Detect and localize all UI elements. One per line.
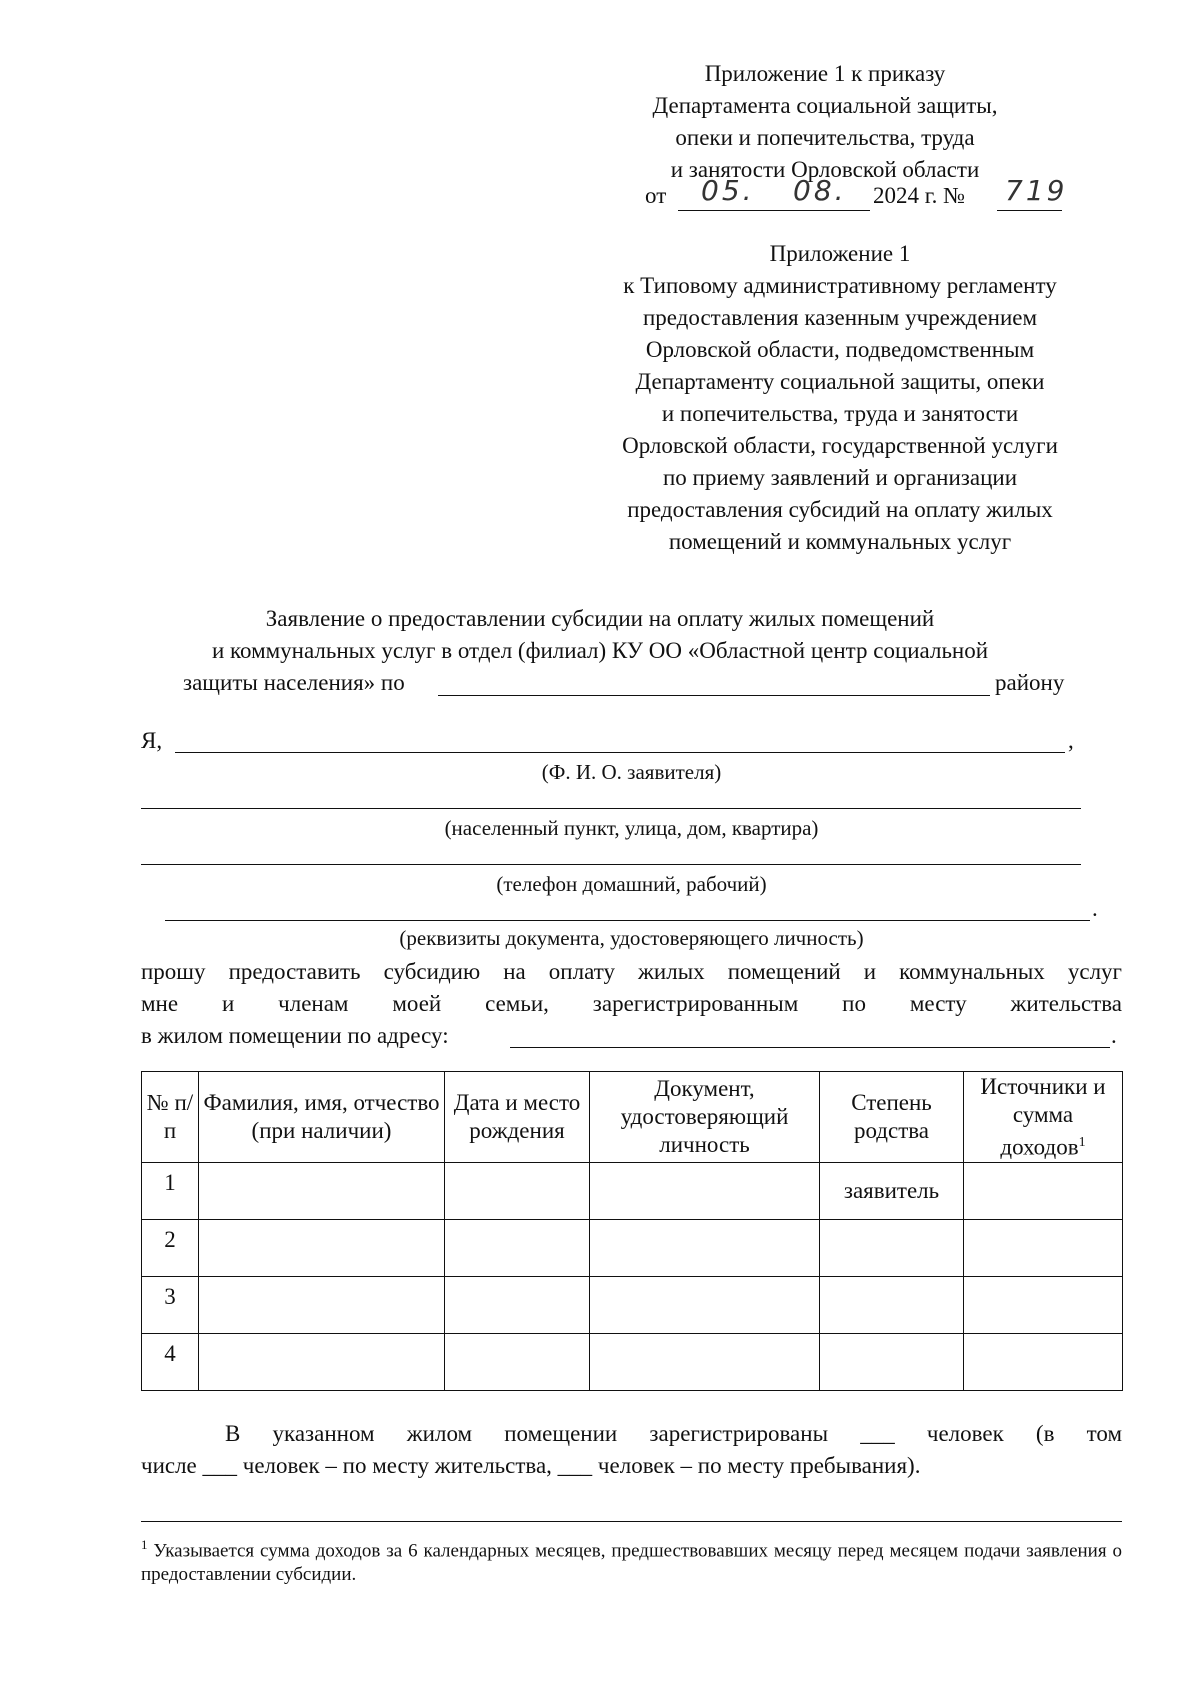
order-header <box>600 58 1050 186</box>
cell-birth[interactable] <box>445 1163 590 1220</box>
header-birth: Дата и место рождения <box>445 1072 590 1163</box>
footnote <box>141 1533 1122 1587</box>
appendix-header-line: предоставления казенным учреждением <box>642 305 1038 330</box>
footnote-mark: 1 <box>141 1537 148 1552</box>
cell-full-name[interactable] <box>199 1277 445 1334</box>
order-date-line <box>645 174 1068 214</box>
cell-income[interactable] <box>964 1334 1123 1391</box>
cell-birth[interactable] <box>445 1334 590 1391</box>
cell-relation[interactable] <box>820 1277 964 1334</box>
title-line-1: Заявление о предоставлении субсидии на оплату жилых помещений <box>265 606 935 631</box>
appendix-header-line: по приему заявлений и организации <box>662 465 1018 490</box>
header-number: № п/п <box>142 1072 199 1163</box>
header-full-name: Фамилия, имя, отчество (при наличии) <box>199 1072 445 1163</box>
appendix-header-line: предоставления субсидий на оплату жилых <box>627 497 1053 522</box>
request-line-1: прошу предоставить субсидию на оплату жилых помещений и коммунальных услуг <box>141 959 1122 984</box>
order-number: 719 <box>1005 174 1068 207</box>
table-row <box>142 1334 1123 1391</box>
district-field[interactable] <box>438 695 990 696</box>
order-date-day: 05. <box>701 174 755 207</box>
cell-full-name[interactable] <box>199 1220 445 1277</box>
title-line-3-start: защиты населения» по <box>183 670 405 695</box>
caption-phone: (телефон домашний, рабочий) <box>496 872 767 896</box>
appendix-header-line: к Типовому административному регламенту <box>623 273 1057 298</box>
document-period: . <box>1092 896 1098 921</box>
appendix-header-line: и попечительства, труда и занятости <box>661 401 1019 426</box>
row-number: 3 <box>142 1277 199 1334</box>
table-header-row <box>142 1072 1123 1163</box>
footnote-divider <box>141 1521 1122 1522</box>
cell-full-name[interactable] <box>199 1334 445 1391</box>
row-number: 2 <box>142 1220 199 1277</box>
row-number: 1 <box>142 1163 199 1220</box>
header-relation: Степень родства <box>820 1072 964 1163</box>
row-number: 4 <box>142 1334 199 1391</box>
appendix-header-line: помещений и коммунальных услуг <box>668 529 1012 554</box>
cell-relation[interactable] <box>820 1334 964 1391</box>
appendix-header-line: Орловской области, подведомственным <box>645 337 1035 362</box>
header-income-label: Источники и сумма доходов <box>980 1073 1106 1160</box>
applicant-prefix: Я, <box>141 728 163 753</box>
appendix-header-line: Приложение 1 <box>769 241 911 266</box>
cell-id-document[interactable] <box>590 1277 820 1334</box>
caption-address: (населенный пункт, улица, дом, квартира) <box>444 816 819 840</box>
order-header-line: опеки и попечительства, труда <box>675 125 975 150</box>
caption-document: (реквизиты документа, удостоверяющего личность) <box>399 926 864 950</box>
cell-id-document[interactable] <box>590 1163 820 1220</box>
title-line-3-end: району <box>995 670 1065 695</box>
cell-id-document[interactable] <box>590 1220 820 1277</box>
order-date-prefix: от <box>645 183 667 208</box>
appendix-header <box>590 238 1090 558</box>
request-line-3-end: . <box>1111 1023 1117 1048</box>
applicant-document-field[interactable] <box>165 920 1090 921</box>
order-date-year: 2024 г. № <box>873 183 966 208</box>
registered-line-1: В указанном жилом помещении зарегистрированы ___ человек (в том <box>225 1421 1122 1446</box>
caption-fio: (Ф. И. О. заявителя) <box>541 760 722 784</box>
registered-line-2: числе ___ человек – по месту жительства, ___ человек – по месту пребывания). <box>141 1453 921 1478</box>
order-header-line: Департамента социальной защиты, <box>652 93 998 118</box>
footnote-ref: 1 <box>1078 1134 1086 1150</box>
appendix-header-line: Орловской области, государственной услуги <box>622 433 1058 458</box>
cell-full-name[interactable] <box>199 1163 445 1220</box>
table-row <box>142 1277 1123 1334</box>
title-line-2: и коммунальных услуг в отдел (филиал) КУ ОО «Областной центр социальной <box>211 638 989 663</box>
table-row <box>142 1220 1123 1277</box>
residence-address-field[interactable] <box>510 1047 1110 1048</box>
order-header-line: и занятости Орловской области <box>670 157 980 182</box>
cell-birth[interactable] <box>445 1220 590 1277</box>
applicant-phone-field[interactable] <box>141 864 1081 865</box>
applicant-fio-field[interactable] <box>175 752 1065 753</box>
table-row <box>142 1163 1123 1220</box>
footnote-text: Указывается сумма доходов за 6 календарных месяцев, предшествовавших месяцу перед месяцем подачи заявления о предоставлении субсидии. <box>141 1540 1122 1586</box>
header-id-document: Документ, удостоверяющий личность <box>590 1072 820 1163</box>
applicant-comma: , <box>1068 728 1074 753</box>
header-income <box>964 1072 1123 1163</box>
request-line-3: в жилом помещении по адресу: <box>141 1023 449 1048</box>
cell-income[interactable] <box>964 1277 1123 1334</box>
order-date-month: 08. <box>793 174 847 207</box>
cell-relation: заявитель <box>820 1163 964 1220</box>
request-line-2: мне и членам моей семьи, зарегистрированным по месту жительства <box>141 991 1122 1016</box>
cell-id-document[interactable] <box>590 1334 820 1391</box>
order-date-underline <box>678 210 870 211</box>
cell-income[interactable] <box>964 1220 1123 1277</box>
order-number-underline <box>997 210 1062 211</box>
appendix-header-line: Департаменту социальной защиты, опеки <box>635 369 1045 394</box>
applicant-address-field[interactable] <box>141 808 1081 809</box>
cell-relation[interactable] <box>820 1220 964 1277</box>
cell-income[interactable] <box>964 1163 1123 1220</box>
family-members-table <box>141 1071 1123 1391</box>
cell-birth[interactable] <box>445 1277 590 1334</box>
order-header-line: Приложение 1 к приказу <box>704 61 946 86</box>
